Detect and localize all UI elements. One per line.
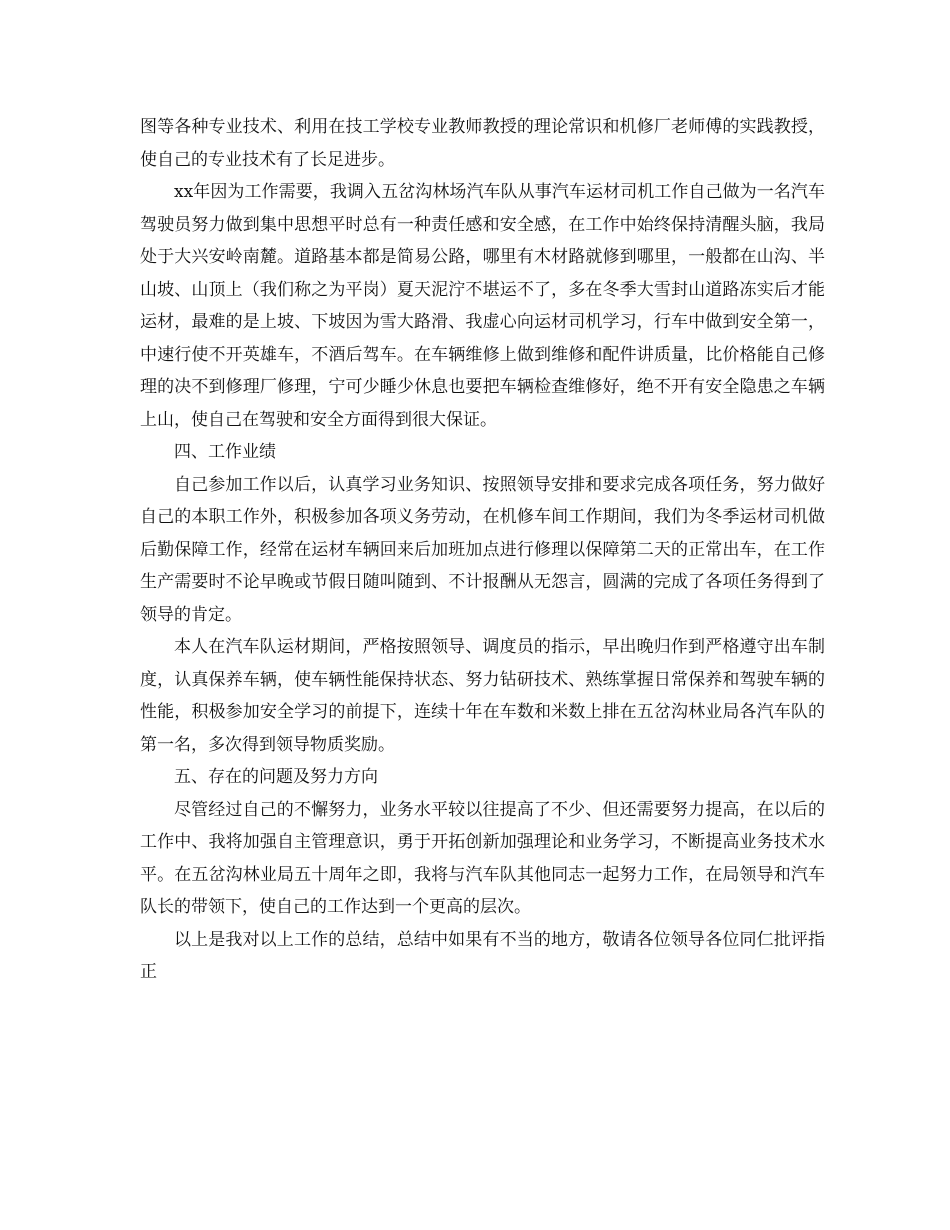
paragraph-transport-period: 本人在汽车队运材期间，严格按照领导、调度员的指示，早出晚归作到严格遵守出车制度，认真保养车辆，使车辆性能保持状态、努力钻研技术、熟练掌握日常保养和驾驶车辆的性能，积极参加安全学习的前提下，连续十年在车数和米数上排在五岔沟林业局各汽车队的第一名，多次得到领导物质奖励。 bbox=[140, 637, 825, 755]
paragraph-driver-work: xx年因为工作需要，我调入五岔沟林场汽车队从事汽车运材司机工作自己做为一名汽车驾驶员努力做到集中思想平时总有一种责任感和安全感，在工作中始终保持清醒头脑，我局处于大兴安岭南麓。道路基本都是简易公路，哪里有木材路就修到哪里，一般都在山沟、半山坡、山顶上（我们称之为平岗）夏天泥泞不堪运不了，多在冬季大雪封山道路冻实后才能运材，最难的是上坡、下坡因为雪大路滑、我虚心向运材司机学习，行车中做到安全第一，中速行使不开英雄车，不酒后驾车。在车辆维修上做到维修和配件讲质量，比价格能自己修理的决不到修理厂修理，宁可少睡少休息也要把车辆检查维修好，绝不开有安全隐患之车辆上山，使自己在驾驶和安全方面得到很大保证。 bbox=[140, 182, 825, 430]
document-body bbox=[140, 111, 825, 989]
section-heading-work-achievements: 四、工作业绩 bbox=[174, 442, 276, 462]
section-heading-problems-direction: 五、存在的问题及努力方向 bbox=[174, 767, 378, 787]
paragraph-improvement: 尽管经过自己的不懈努力，业务水平较以往提高了不少、但还需要努力提高，在以后的工作中、我将加强自主管理意识，勇于开拓创新加强理论和业务学习，不断提高业务技术水平。在五岔沟林业局五十周年之即，我将与汽车队其他同志一起努力工作，在局领导和汽车队长的带领下，使自己的工作达到一个更高的层次。 bbox=[140, 799, 825, 917]
paragraph-continuation: 图等各种专业技术、利用在技工学校专业教师教授的理论常识和机修厂老师傅的实践教授，使自己的专业技术有了长足进步。 bbox=[140, 117, 825, 170]
paragraph-closing: 以上是我对以上工作的总结，总结中如果有不当的地方，敬请各位领导各位同仁批评指正 bbox=[140, 929, 825, 982]
paragraph-achievements: 自己参加工作以后，认真学习业务知识、按照领导安排和要求完成各项任务，努力做好自己的本职工作外，积极参加各项义务劳动，在机修车间工作期间，我们为冬季运材司机做后勤保障工作，经常在运材车辆回来后加班加点进行修理以保障第二天的正常出车，在工作生产需要时不论早晚或节假日随叫随到、不计报酬从无怨言，圆满的完成了各项任务得到了领导的肯定。 bbox=[140, 474, 825, 625]
